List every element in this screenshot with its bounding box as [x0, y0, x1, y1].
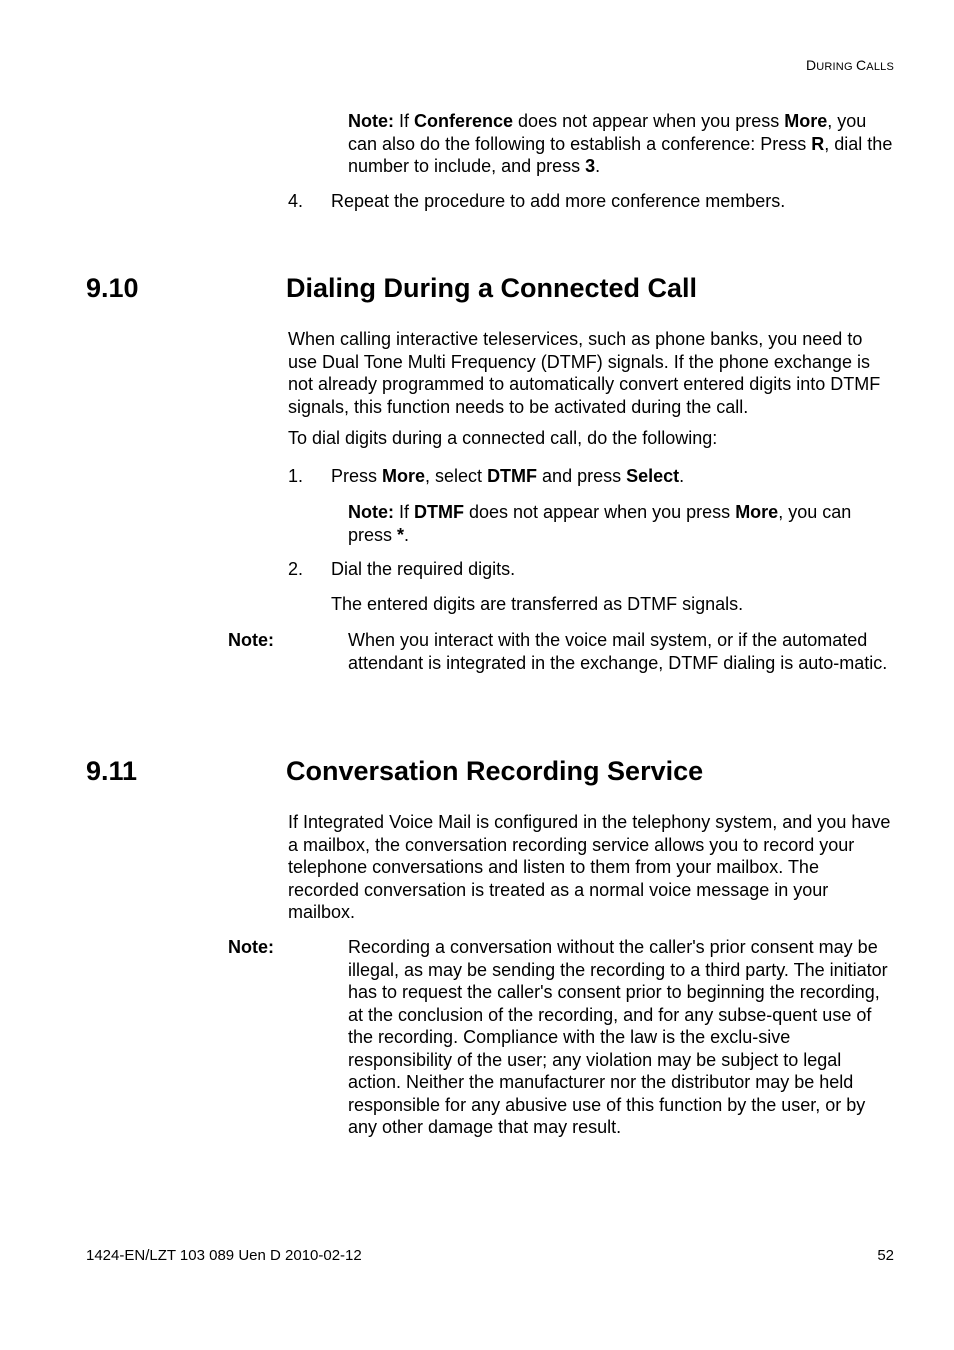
legal-note: Note: Recording a conversation without the caller's prior consent may be illegal, as may be sending the recording to a third party. The initiator has to request the caller's consent prior to beginning the recording, at the conclusion of the recording, and for any subse-quent use of the recording. Compliance with the law is the exclu-sive responsibility of the user; any violation may be subject to legal action. Neither the manufacturer nor the distributor may be held responsible for any abusive use of this function by the user, or by any other damage that may result. [228, 937, 888, 1137]
document-id: 1424-EN/LZT 103 089 Uen D 2010-02-12 [86, 1247, 362, 1264]
paragraph: If Integrated Voice Mail is configured in the telephony system, and you have a mailbox, the conversation recording service allows you to record your telephone conversations and listen to them from your mailbox. The recorded conversation is treated as a normal voice message in your mailbox. [288, 812, 891, 922]
section-title: Dialing During a Connected Call [286, 273, 698, 303]
section-number: 9.11 [86, 756, 138, 786]
step-number: 4. [288, 191, 304, 211]
step-text: Repeat the procedure to add more conference members. [331, 191, 786, 211]
step-text: Dial the required digits. [331, 559, 516, 579]
step-number: 2. [288, 559, 304, 579]
step-result: The entered digits are transferred as DTMF signals. [331, 594, 744, 614]
voicemail-note: Note: When you interact with the voice mail system, or if the automated attendant is integrated in the exchange, DTMF dialing is auto-matic. [228, 630, 888, 673]
step-text: Press More, select DTMF and press Select. [331, 466, 685, 486]
paragraph: To dial digits during a connected call, do the following: [288, 428, 718, 448]
section-title: Conversation Recording Service [286, 756, 704, 786]
running-header: DURING CALLS [805, 57, 894, 73]
dtmf-note: Note: If DTMF does not appear when you press More, you can press *. [348, 502, 852, 545]
page-number: 52 [877, 1247, 894, 1264]
paragraph: When calling interactive teleservices, such as phone banks, you need to use Dual Tone Multi Frequency (DTMF) signals. If the phone exchange is not already programmed to automatically convert entered digits into DTMF signals, this function needs to be activated during the call. [288, 329, 881, 417]
conference-note: Note: If Conference does not appear when you press More, you can also do the following to establish a conference: Press R, dial the number to include, and press 3. [348, 111, 893, 176]
section-number: 9.10 [86, 273, 139, 303]
step-number: 1. [288, 466, 304, 486]
